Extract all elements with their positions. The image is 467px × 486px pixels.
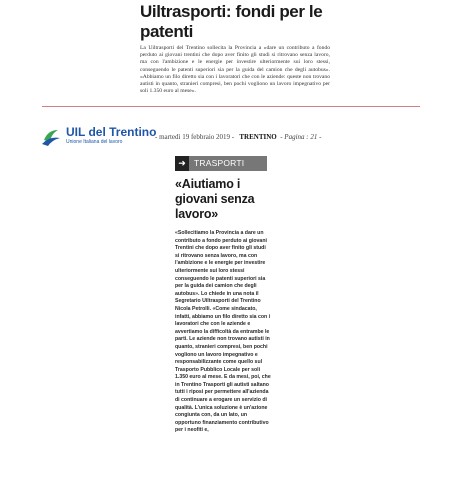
newspaper-name: TRENTINO bbox=[239, 133, 277, 141]
article-headline: «Aiutiamo i giovani senza lavoro» bbox=[175, 177, 255, 221]
article bbox=[175, 156, 275, 486]
logo-name: UIL del Trentino bbox=[66, 125, 157, 139]
clip-body-text: La Uiltrasporti del Trentino sollecita la Provincia a «dare un contributo a fondo perduto ai giovani trentini che dopo aver finito gli studi si ritrovano senza lavoro, ma con l'ambizione e le energie per investire ulteriormente sui loro stessi, conseguendo le patenti superiori sia per la guida del camion che degli autobus». «Abbiamo un filo diretto sia con i lavoratori che con le aziende: queste non trovano autisti in quanto, stranieri compresi, ben pochi vogliono un lavoro impegnativo per soli 1.350 euro al mese». bbox=[140, 45, 330, 95]
section-label: TRASPORTI bbox=[194, 158, 245, 168]
uil-logo-icon bbox=[40, 126, 62, 148]
page-number: - Pagina : 21 - bbox=[280, 133, 322, 141]
previous-article-clip bbox=[140, 2, 330, 95]
publication-date: - martedì 19 febbraio 2019 - bbox=[155, 133, 235, 141]
clipping-header bbox=[40, 124, 430, 150]
clip-title: Uiltrasporti: fondi per le patenti bbox=[140, 2, 323, 41]
separator-rule bbox=[42, 106, 420, 107]
article-body: «Sollecitiamo la Provincia a dare un contributo a fondo perduto ai giovani Trentini che dopo aver finito gli studi si ritrovano senza lavoro, ma con l'ambizione e le energie per investire ulteriormente sui loro stessi conseguendo le patenti superiori sia per la guida dei camion che degli autobus». Lo chiede in una nota il Segretario Uiltrasporti del Trentino Nicola Petrolli. «Come sindacato, infatti, abbiamo un filo diretto sia con i lavoratori che con le aziende e avvertiamo la difficoltà da entrambe le parti. Le aziende non trovano autisti in quanto, stranieri compresi, ben pochi vogliono un lavoro impegnativo e responsabilizzante come quello sul Trasporto Pubblico Locale per soli 1.350 euro al mese. E da mesi, poi, che in Trentino Trasporti gli autisti saltano tutti i riposi per permettere all'azienda di continuare a erogare un servizio di qualità. L'unica soluzione è un'azione congiunta con, da un lato, un opportuno finanziamento contributivo per i neofiti e, bbox=[175, 230, 271, 434]
section-kicker bbox=[175, 156, 267, 171]
logo-subtitle: Unione Italiana del lavoro bbox=[66, 139, 123, 145]
dateline bbox=[155, 133, 430, 141]
arrow-right-icon: ➜ bbox=[175, 156, 189, 171]
